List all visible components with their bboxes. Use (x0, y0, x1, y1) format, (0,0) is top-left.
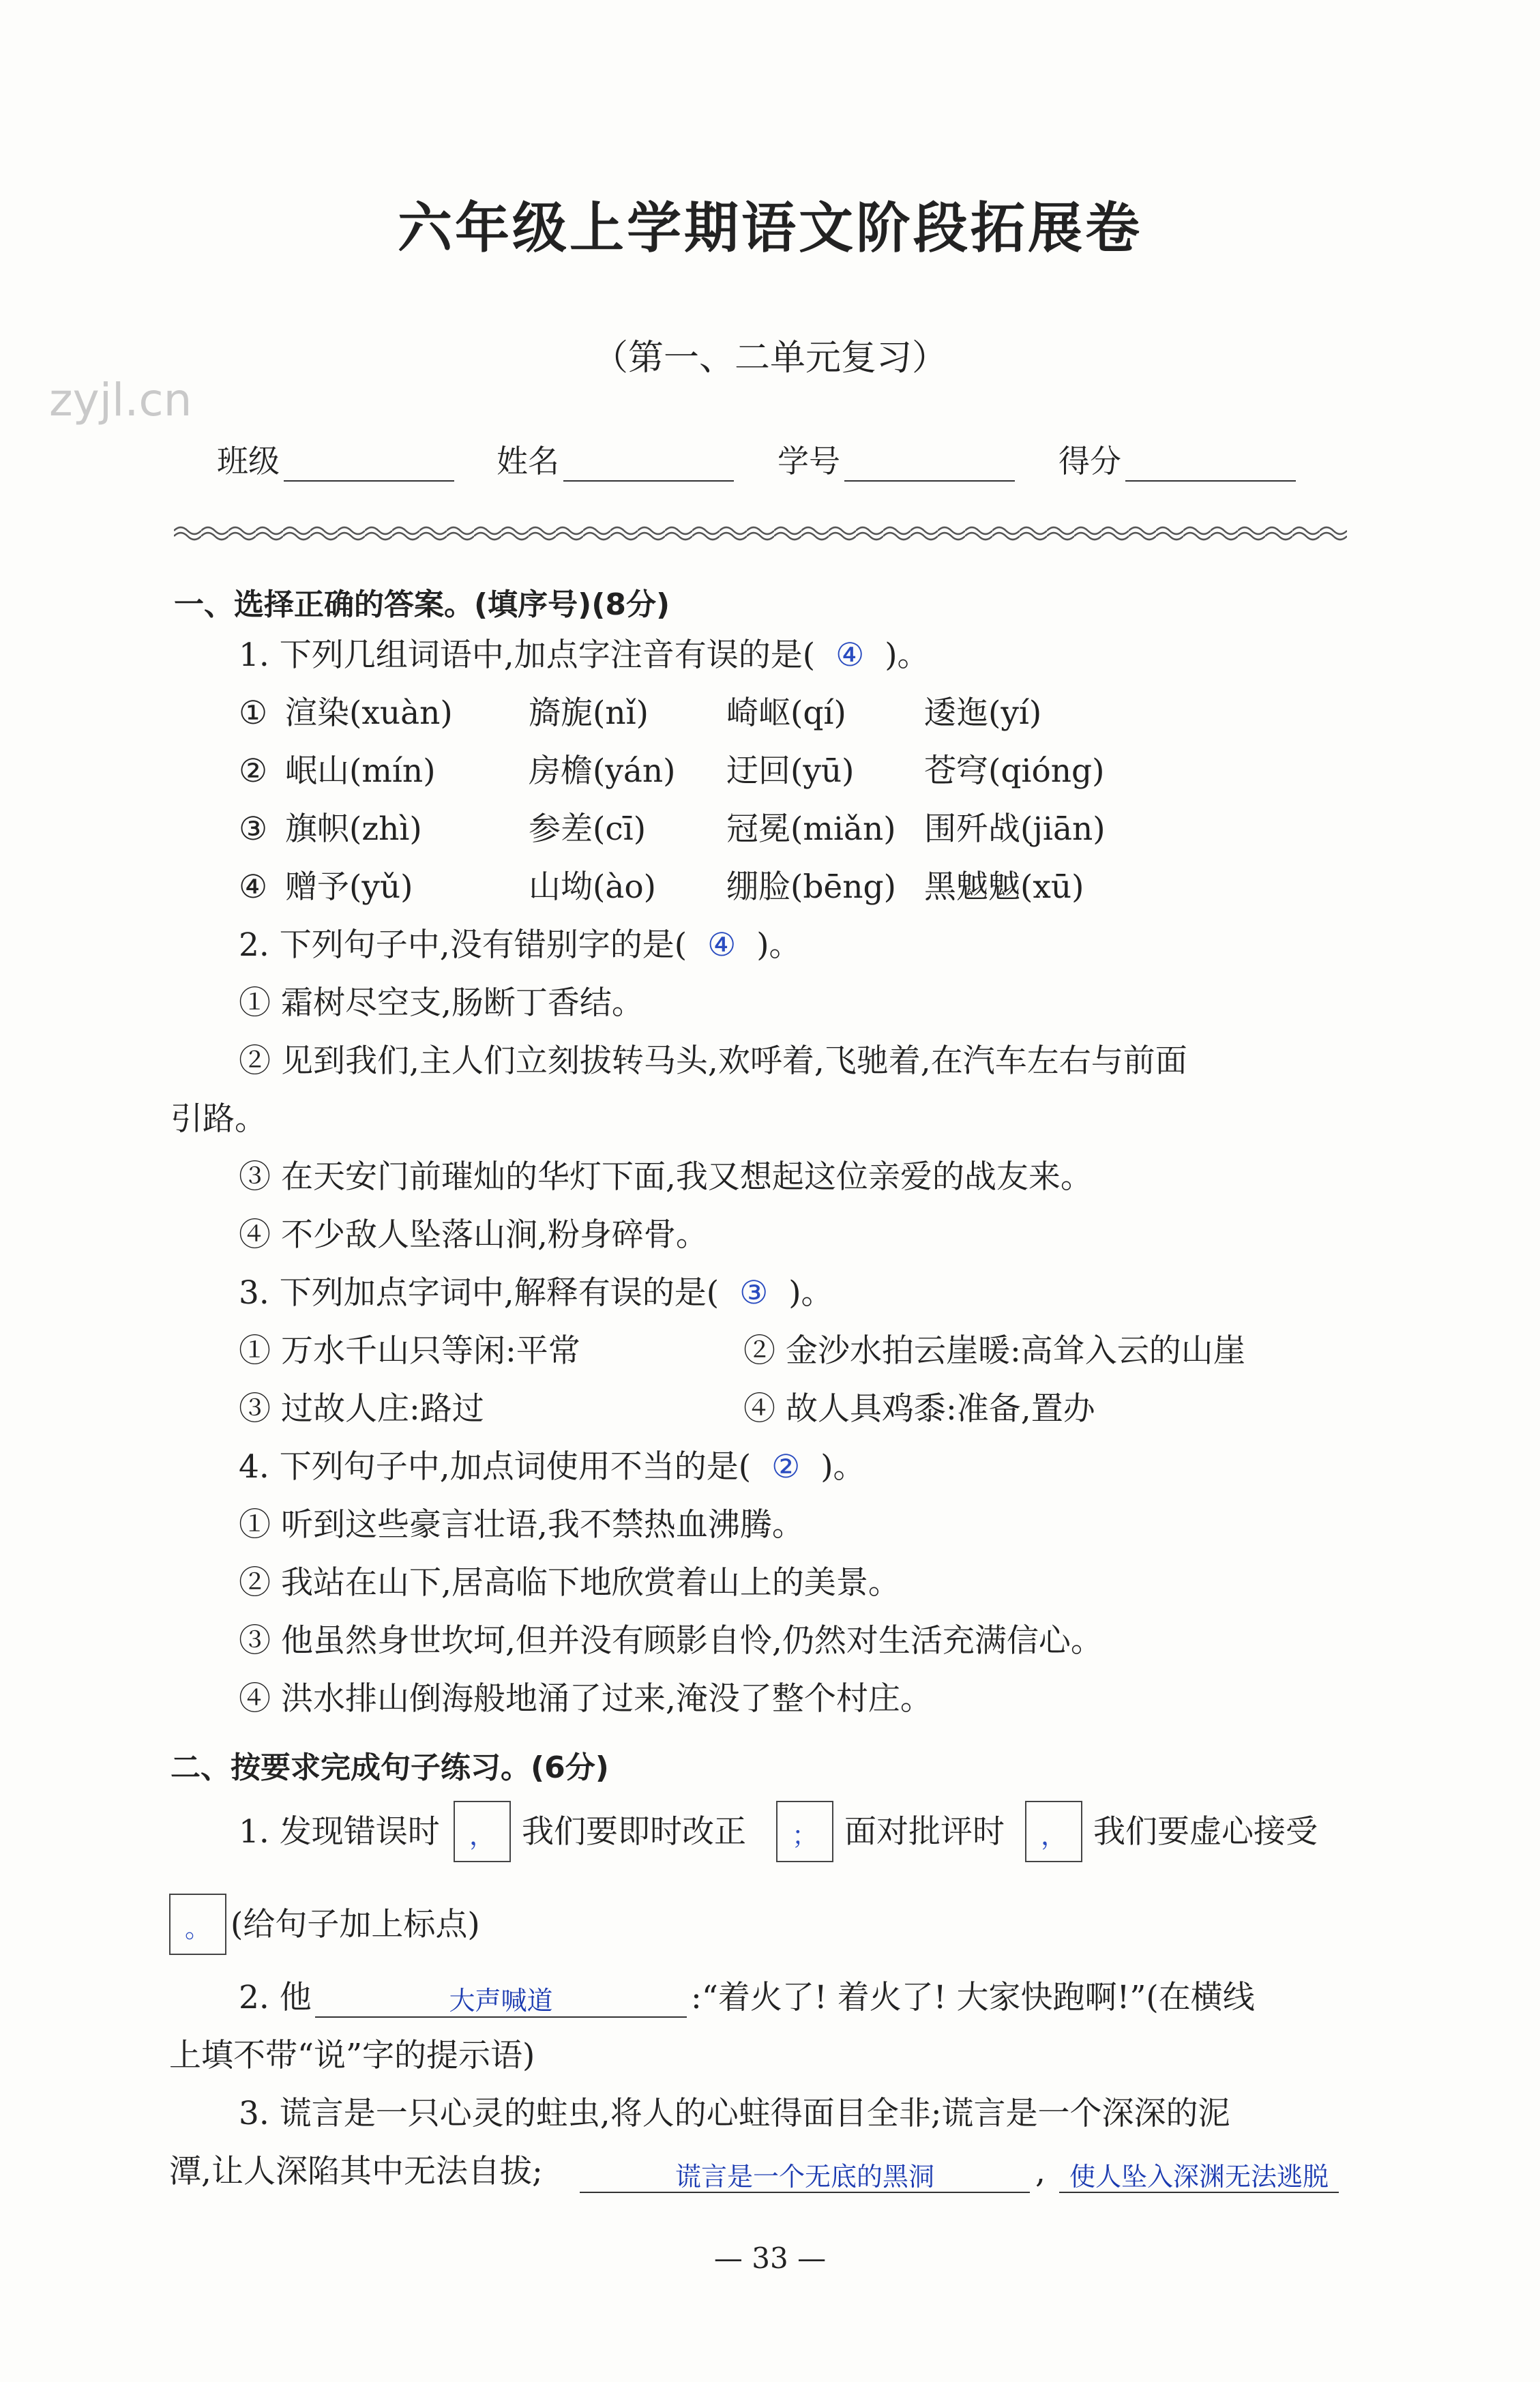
q3-option-4: ④ 故人具鸡黍:准备,置办 (743, 1390, 1095, 1428)
page-number: — 33 — (713, 2241, 827, 2275)
page-title: 六年级上学期语文阶段拓展卷 (398, 196, 1142, 260)
s2-q3-answer-2: 使人坠入深渊无法逃脱 (1069, 2162, 1329, 2192)
name-blank[interactable] (563, 453, 734, 482)
s2-q1-seg2: 我们要即时改正 (522, 1813, 746, 1851)
q1-row3-a: 旗帜(zhì) (285, 810, 422, 848)
q2-option-2: ② 见到我们,主人们立刻拔转马头,欢呼着,飞驰着,在汽车左右与前面 (239, 1042, 1187, 1080)
q4-option-2: ② 我站在山下,居高临下地欣赏着山上的美景。 (239, 1564, 900, 1602)
q1-stem: 1. 下列几组词语中,加点字注音有误的是( ④ )。 (239, 636, 930, 674)
q2-option-2-cont: 引路。 (171, 1100, 267, 1138)
q4-option-1: ① 听到这些豪言壮语,我不禁热血沸腾。 (239, 1506, 804, 1544)
wavy-divider (174, 524, 1347, 543)
q2-stem: 2. 下列句子中,没有错别字的是( ④ )。 (239, 926, 801, 964)
q1-row2-c: 迂回(yū) (726, 752, 855, 790)
q1-row1-a: 渲染(xuàn) (285, 694, 453, 732)
q3-stem: 3. 下列加点字词中,解释有误的是( ③ )。 (239, 1274, 833, 1312)
q4-option-4: ④ 洪水排山倒海般地涌了过来,淹没了整个村庄。 (239, 1680, 932, 1718)
q3-option-3: ③ 过故人庄:路过 (239, 1390, 484, 1428)
s2-q1-seg4: 我们要虚心接受 (1093, 1813, 1318, 1851)
q1-answer: ④ (835, 636, 865, 674)
q3-option-1: ① 万水千山只等闲:平常 (239, 1332, 580, 1370)
punct-box-4[interactable]: 。 (169, 1894, 226, 1955)
q1-row3-b: 参差(cī) (529, 810, 647, 848)
score-label: 得分 (1058, 443, 1121, 480)
q2-option-4: ④ 不少敌人坠落山涧,粉身碎骨。 (239, 1216, 708, 1254)
punct-box-2[interactable]: ； (776, 1801, 833, 1862)
s2-q3-line2: 潭,让人深陷其中无法自拔; (169, 2153, 543, 2190)
q1-row3-d: 围歼战(jiān) (924, 810, 1106, 848)
q4-option-3: ③ 他虽然身世坎坷,但并没有顾影自怜,仍然对生活充满信心。 (239, 1622, 1103, 1660)
class-label: 班级 (217, 443, 280, 480)
s2-q2-instruction: 上填不带“说”字的提示语) (169, 2037, 535, 2074)
class-field[interactable] (217, 437, 454, 482)
q1-row2-d: 苍穹(qióng) (924, 752, 1105, 790)
s2-q3-separator: , (1035, 2153, 1046, 2190)
q1-row4-d: 黑魆魆(xū) (924, 868, 1084, 906)
page-subtitle: （第一、二单元复习） (592, 338, 947, 379)
score-field[interactable] (1058, 437, 1296, 482)
q2-option-1: ① 霜树尽空支,肠断丁香结。 (239, 984, 644, 1022)
score-blank[interactable] (1125, 453, 1296, 482)
q1-row1-marker: ① (239, 694, 268, 732)
q1-row1-c: 崎岖(qí) (726, 694, 846, 732)
q1-row2-marker: ② (239, 752, 268, 790)
q1-row3-c: 冠冕(miǎn) (726, 810, 896, 848)
section2-heading: 二、按要求完成句子练习。(6分) (171, 1750, 609, 1785)
q1-row4-b: 山坳(ào) (529, 868, 656, 906)
q4-answer: ② (771, 1448, 801, 1486)
q1-row1-d: 逶迤(yí) (924, 694, 1042, 732)
section1-heading: 一、选择正确的答案。(填序号)(8分) (174, 587, 670, 622)
q2-option-3: ③ 在天安门前璀灿的华灯下面,我又想起这位亲爱的战友来。 (239, 1158, 1093, 1196)
s2-q2-suffix: :“着火了! 着火了! 大家快跑啊!”(在横线 (691, 1979, 1255, 2016)
q3-option-2: ② 金沙水拍云崖暖:高耸入云的山崖 (743, 1332, 1245, 1370)
q1-row2-b: 房檐(yán) (529, 752, 676, 790)
q1-row4-a: 赠予(yǔ) (285, 868, 413, 906)
name-label: 姓名 (497, 443, 559, 480)
s2-q1-seg1: 1. 发现错误时 (239, 1813, 440, 1851)
q1-row4-marker: ④ (239, 868, 268, 906)
q1-row1-b: 旖旎(nǐ) (529, 694, 649, 732)
name-field[interactable] (497, 437, 734, 482)
student-id-blank[interactable] (844, 453, 1015, 482)
s2-q2-answer: 大声喊道 (449, 1986, 553, 2016)
s2-q1-instruction: (给句子加上标点) (231, 1906, 480, 1943)
watermark: zyjl.cn (49, 374, 192, 426)
s2-q1-seg3: 面对批评时 (844, 1813, 1005, 1851)
q3-answer: ③ (739, 1274, 769, 1312)
s2-q3-answer-1: 谎言是一个无底的黑洞 (675, 2162, 934, 2192)
s2-q2-prefix: 2. 他 (239, 1979, 312, 2016)
q1-row4-c: 绷脸(bēng) (726, 868, 896, 906)
student-id-label: 学号 (778, 443, 840, 480)
q1-row2-a: 岷山(mín) (285, 752, 436, 790)
s2-q3-line1: 3. 谎言是一只心灵的蛀虫,将人的心蛀得面目全非;谎言是一个深深的泥 (239, 2095, 1230, 2132)
punct-box-1[interactable]: ， (454, 1801, 511, 1862)
q2-answer: ④ (707, 926, 737, 964)
punct-box-3[interactable]: ， (1025, 1801, 1082, 1862)
student-id-field[interactable] (778, 437, 1015, 482)
class-blank[interactable] (284, 453, 454, 482)
q1-row3-marker: ③ (239, 810, 268, 848)
q4-stem: 4. 下列句子中,加点词使用不当的是( ② )。 (239, 1448, 865, 1486)
